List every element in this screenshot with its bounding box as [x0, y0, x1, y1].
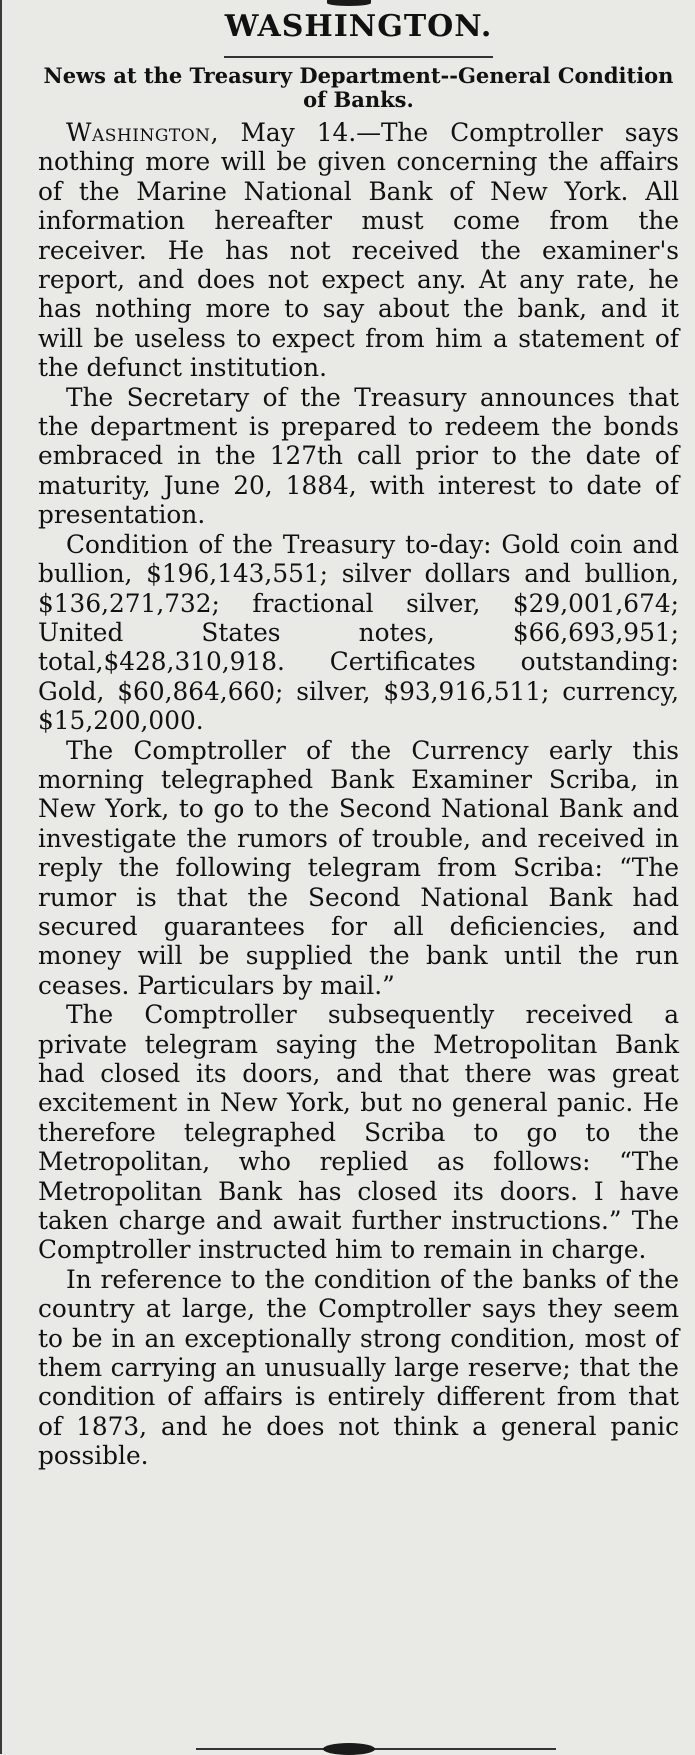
paragraph-1 — [38, 118, 679, 383]
dateline: Washington — [66, 118, 211, 147]
top-ornament — [327, 0, 371, 6]
article-body — [38, 118, 679, 1471]
paragraph-3: Condition of the Treasury to-day: Gold coin and bullion, $196,143,551; silver dollars and bullion, $136,271,732; fractional silver, $29,001,674; United States notes, $66,693,951; total,$428,310,918. Certificates outstanding: Gold, $60,864,660; silver, $93,916,511; currency, $15,200,000. — [38, 529, 679, 736]
subheadline: News at the Treasury Department--General Condition of Banks. — [43, 63, 674, 112]
paragraph-2: The Secretary of the Treasury announces that the department is prepared to redeem the bonds embraced in the 127th call prior to the date of maturity, June 20, 1884, with interest to date of presentation. — [38, 382, 679, 530]
headline: WASHINGTON. — [224, 9, 493, 44]
paragraph-6: In reference to the condition of the banks of the country at large, the Comptroller says they seem to be in an exceptionally strong condition, most of them carrying an unusually large reserve; that the condition of affairs is entirely different from that of 1873, and he does not think a general panic possible. — [38, 1264, 679, 1471]
bottom-ornament-blob — [323, 1743, 375, 1755]
paragraph-5: The Comptroller subsequently received a private telegram saying the Metropolitan Bank had closed its doors, and that there was great excitement in New York, but no general panic. He therefore telegraphed Scriba to go to the Metropolitan, who replied as follows: “The Metropolitan Bank has closed its doors. I have taken charge and await further instructions.” The Comptroller instructed him to remain in charge. — [38, 1000, 679, 1265]
paragraph-4: The Comptroller of the Currency early this morning telegraphed Bank Examiner Scriba, in New York, to go to the Second National Bank and investigate the rumors of trouble, and received in reply the following telegram from Scriba: “The rumor is that the Second National Bank had secured guarantees for all deficiencies, and money will be supplied the bank until the run ceases. Particulars by mail.” — [38, 735, 679, 1000]
bottom-ornament — [2, 1742, 695, 1754]
headline-rule — [224, 56, 493, 58]
paragraph-1-text: , May 14.—The Comptroller says nothing more will be given concerning the affairs of the Marine National Bank of New York. All information hereafter must come from the receiver. He has not received the examiner's report, and does not expect any. At any rate, he has nothing more to say about the bank, and it will be useless to expect from him a statement of the defunct institution. — [38, 118, 679, 383]
bottom-rule — [196, 1748, 556, 1750]
